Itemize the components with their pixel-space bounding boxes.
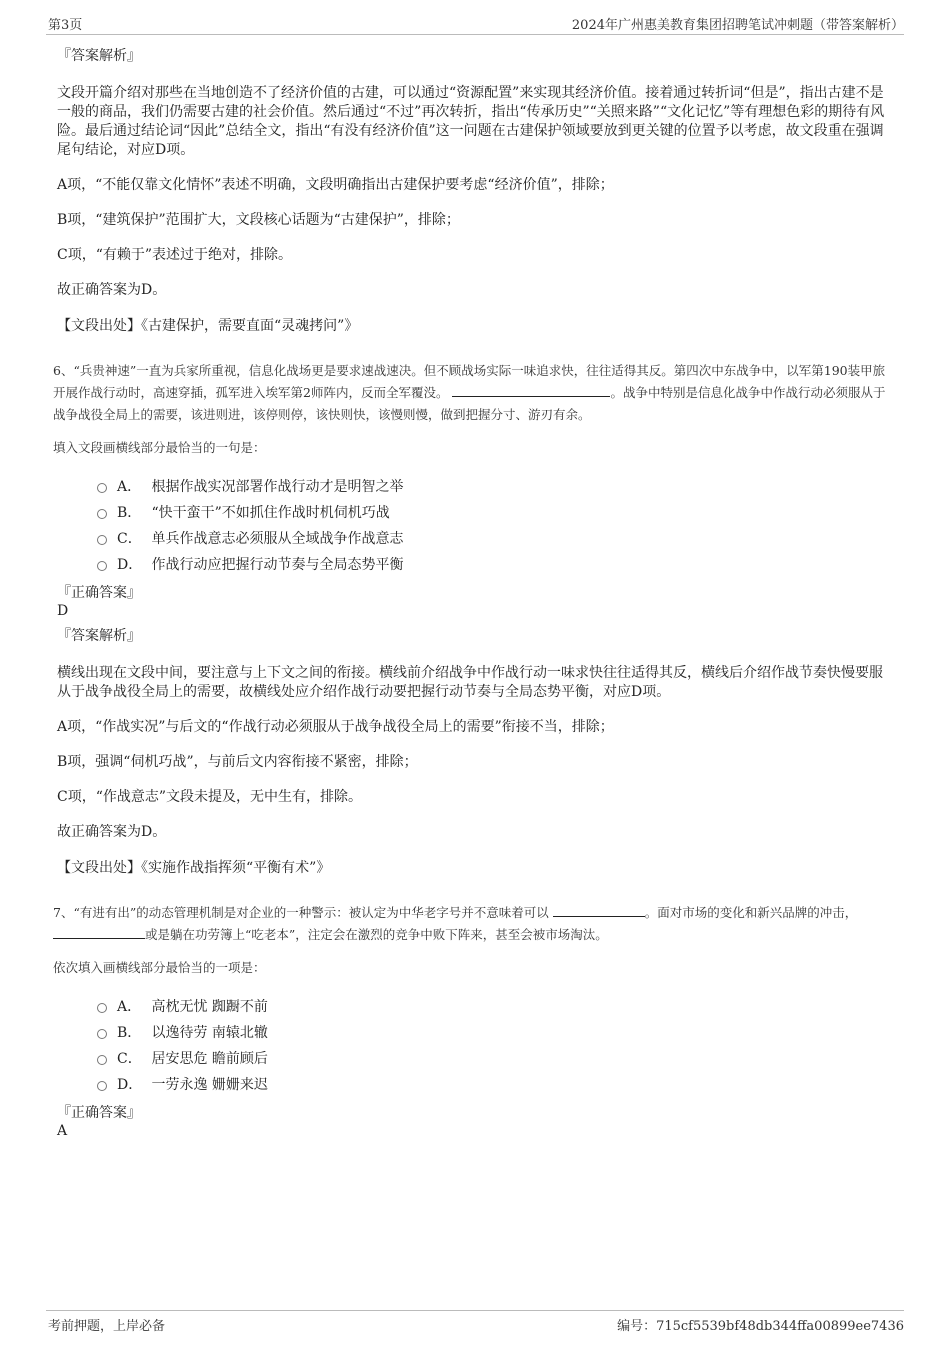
q5-conclusion: 故正确答案为D。 <box>57 282 167 298</box>
q7-option-c[interactable] <box>97 1046 890 1072</box>
q7-blank-1 <box>553 902 645 917</box>
option-letter: C． <box>117 531 142 547</box>
document-serial: 编号：715cf5539bf48db344ffa00899ee7436 <box>617 1319 904 1334</box>
q7-stem-part2: 。面对市场的变化和新兴品牌的冲击， <box>644 905 858 920</box>
option-text: 以逸待劳 南辕北辙 <box>151 1025 268 1041</box>
option-letter: A． <box>117 479 142 495</box>
q6-stem-part2: 。战争中特别是信息化战争中作战行动必须服从于战争战役全局上的需要，该进则进，该停则停，该快则快，该慢则慢，做到把握分寸、游刃有余。 <box>53 385 886 422</box>
q5-source: 【文段出处】《古建保护，需要直面“灵魂拷问”》 <box>57 318 359 334</box>
radio-icon[interactable] <box>97 1055 107 1065</box>
q6-option-d[interactable] <box>97 552 890 578</box>
q7-stem <box>53 902 890 946</box>
q6-answer: D <box>57 603 69 619</box>
q6-stem <box>53 360 890 426</box>
option-text: 单兵作战意志必须服从全域战争作战意志 <box>151 531 404 547</box>
option-text: 居安思危 瞻前顾后 <box>151 1051 268 1067</box>
q7-blank-2 <box>53 924 145 939</box>
option-letter: D． <box>117 1077 143 1093</box>
radio-icon[interactable] <box>97 483 107 493</box>
radio-icon[interactable] <box>97 1029 107 1039</box>
q6-source: 【文段出处】《实施作战指挥须“平衡有术”》 <box>57 860 331 876</box>
q6-analysis-label: 『答案解析』 <box>57 628 141 644</box>
q5-analysis-text: 文段开篇介绍对那些在当地创造不了经济价值的古建，可以通过“资源配置”来实现其经济价值。接着通过转折词“但是”，指出古建不是一般的商品，我们仍需要古建的社会价值。然后通过“不过”再次转折，指出“传承历史”“关照来路”“文化记忆”等有理想色彩的期待有风险。最后通过结论词“因此”总结全文，指出“有没有经济价值”这一问题在古建保护领域要放到更关键的位置予以考虑，故文段重在强调尾句结论，对应D项。 <box>57 85 885 158</box>
q7-option-b[interactable] <box>97 1020 890 1046</box>
radio-icon[interactable] <box>97 509 107 519</box>
q6-answer-label: 『正确答案』 <box>57 585 141 601</box>
q7-prompt: 依次填入画横线部分最恰当的一项是： <box>53 960 266 975</box>
option-letter: B． <box>117 1025 142 1041</box>
option-text: “快干蛮干”不如抓住作战时机伺机巧战 <box>151 505 390 521</box>
q7-option-a[interactable] <box>97 994 890 1020</box>
option-letter: B． <box>117 505 142 521</box>
q7-option-d[interactable] <box>97 1072 890 1098</box>
q6-prompt: 填入文段画横线部分最恰当的一句是： <box>53 440 266 455</box>
option-text: 高枕无忧 踟蹰不前 <box>151 999 268 1015</box>
q6-note-a: A项，“作战实况”与后文的“作战行动必须服从于战争战役全局上的需要”衔接不当，排除； <box>57 719 614 735</box>
q6-option-c[interactable] <box>97 526 890 552</box>
option-letter: C． <box>117 1051 142 1067</box>
option-text: 根据作战实况部署作战行动才是明智之举 <box>151 479 404 495</box>
q7-options <box>97 994 890 1098</box>
q5-note-a: A项，“不能仅靠文化情怀”表述不明确，文段明确指出古建保护要考虑“经济价值”，排除； <box>57 177 614 193</box>
radio-icon[interactable] <box>97 561 107 571</box>
q6-note-c: C项，“作战意志”文段未提及，无中生有，排除。 <box>57 789 363 805</box>
page-number: 第3页 <box>48 18 83 33</box>
q6-option-a[interactable] <box>97 474 890 500</box>
q6-option-b[interactable] <box>97 500 890 526</box>
radio-icon[interactable] <box>97 1003 107 1013</box>
q6-conclusion: 故正确答案为D。 <box>57 824 167 840</box>
option-text: 一劳永逸 姗姗来迟 <box>151 1077 268 1093</box>
radio-icon[interactable] <box>97 1081 107 1091</box>
q6-options <box>97 474 890 578</box>
footer-slogan: 考前押题，上岸必备 <box>48 1319 166 1334</box>
q5-note-c: C项，“有赖于”表述过于绝对，排除。 <box>57 247 293 263</box>
radio-icon[interactable] <box>97 535 107 545</box>
q6-note-b: B项，强调“伺机巧战”，与前后文内容衔接不紧密，排除； <box>57 754 418 770</box>
q5-note-b: B项，“建筑保护”范围扩大，文段核心话题为“古建保护”，排除； <box>57 212 460 228</box>
q5-analysis-label: 『答案解析』 <box>57 48 141 64</box>
q7-answer-label: 『正确答案』 <box>57 1105 141 1121</box>
option-text: 作战行动应把握行动节奏与全局态势平衡 <box>151 557 404 573</box>
option-letter: A． <box>117 999 142 1015</box>
page-header <box>46 12 904 35</box>
q7-answer: A <box>57 1123 68 1139</box>
q6-analysis-text: 横线出现在文段中间，要注意与上下文之间的衔接。横线前介绍战争中作战行动一味求快往往适得其反，横线后介绍作战节奏快慢要服从于战争战役全局上的需要，故横线处应介绍作战行动要把握行动节奏与全局态势平衡，对应D项。 <box>57 665 883 700</box>
document-title: 2024年广州惠美教育集团招聘笔试冲刺题（带答案解析） <box>571 18 904 33</box>
page-footer <box>46 1310 904 1335</box>
q7-stem-part3: 或是躺在功劳簿上“吃老本”，注定会在激烈的竞争中败下阵来，甚至会被市场淘汰。 <box>145 927 608 942</box>
q7-stem-part1: 7、“有进有出”的动态管理机制是对企业的一种警示：被认定为中华老字号并不意味着可以 <box>53 905 549 920</box>
page-content <box>53 46 890 1146</box>
q6-stem-part1: 6、“兵贵神速”一直为兵家所重视，信息化战场更是要求速战速决。但不顾战场实际一味追求快，往往适得其反。第四次中东战争中，以军第190装甲旅开展作战行动时，高速穿插，孤军进入埃军第2师阵内，反而全军覆没。 <box>53 363 886 400</box>
q6-blank <box>452 382 610 397</box>
option-letter: D． <box>117 557 143 573</box>
